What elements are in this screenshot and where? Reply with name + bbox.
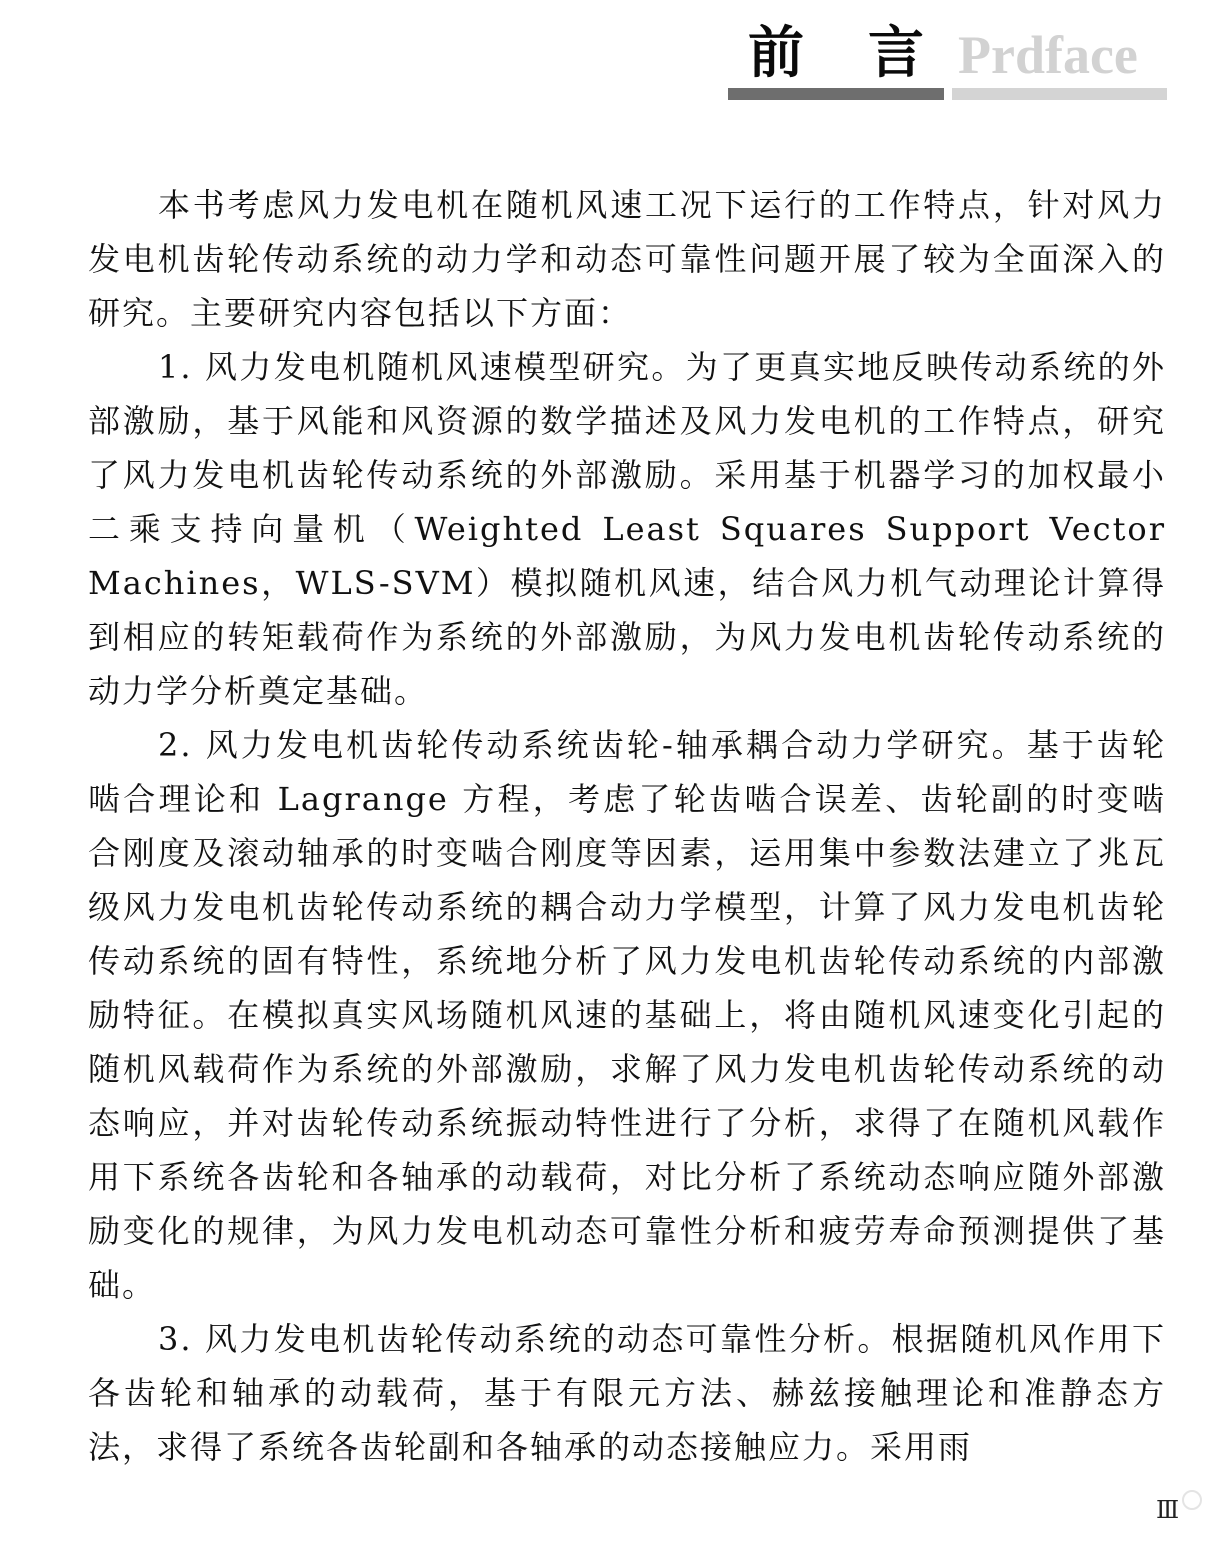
paragraph-item-3: 3. 风力发电机齿轮传动系统的动态可靠性分析。根据随机风作用下各齿轮和轴承的动载荷，基于有限元方法、赫兹接触理论和准静态方法，求得了系统各齿轮副和各轴承的动态接触应力。采用雨 xyxy=(88,1320,1166,1466)
page-title-chinese: 前言 xyxy=(748,21,988,86)
circle-mark-icon xyxy=(1182,1490,1202,1510)
paragraph-item-2: 2. 风力发电机齿轮传动系统齿轮-轴承耦合动力学研究。基于齿轮啮合理论和 Lagrange 方程，考虑了轮齿啮合误差、齿轮副的时变啮合刚度及滚动轴承的时变啮合刚度等因素，运用集中参数法建立了兆瓦级风力发电机齿轮传动系统的耦合动力学模型，计算了风力发电机齿轮传动系统的固有特性，系统地分析了风力发电机齿轮传动系统的内部激励特征。在模拟真实风场随机风速的基础上，将由随机风速变化引起的随机风载荷作为系统的外部激励，求解了风力发电机齿轮传动系统的动态响应，并对齿轮传动系统振动特性进行了分析，求得了在随机风载作用下系统各齿轮和各轴承的动载荷，对比分析了系统动态响应随外部激励变化的规律，为风力发电机动态可靠性分析和疲劳寿命预测提供了基础。 xyxy=(88,726,1166,1304)
page-number: Ⅲ xyxy=(1156,1498,1180,1524)
preface-body xyxy=(88,178,1166,1474)
paragraph-intro: 本书考虑风力发电机在随机风速工况下运行的工作特点，针对风力发电机齿轮传动系统的动力学和动态可靠性问题开展了较为全面深入的研究。主要研究内容包括以下方面： xyxy=(88,186,1166,332)
paragraph-item-1: 1. 风力发电机随机风速模型研究。为了更真实地反映传动系统的外部激励，基于风能和风资源的数学描述及风力发电机的工作特点，研究了风力发电机齿轮传动系统的外部激励。采用基于机器学习的加权最小二乘支持向量机（Weighted Least Squares Support Vector Machines，WLS-SVM）模拟随机风速，结合风力机气动理论计算得到相应的转矩载荷作为系统的外部激励，为风力发电机齿轮传动系统的动力学分析奠定基础。 xyxy=(88,348,1166,710)
title-underline-light xyxy=(952,88,1167,100)
page-title-english: Prdface xyxy=(958,25,1138,85)
title-underline-dark xyxy=(728,88,944,100)
